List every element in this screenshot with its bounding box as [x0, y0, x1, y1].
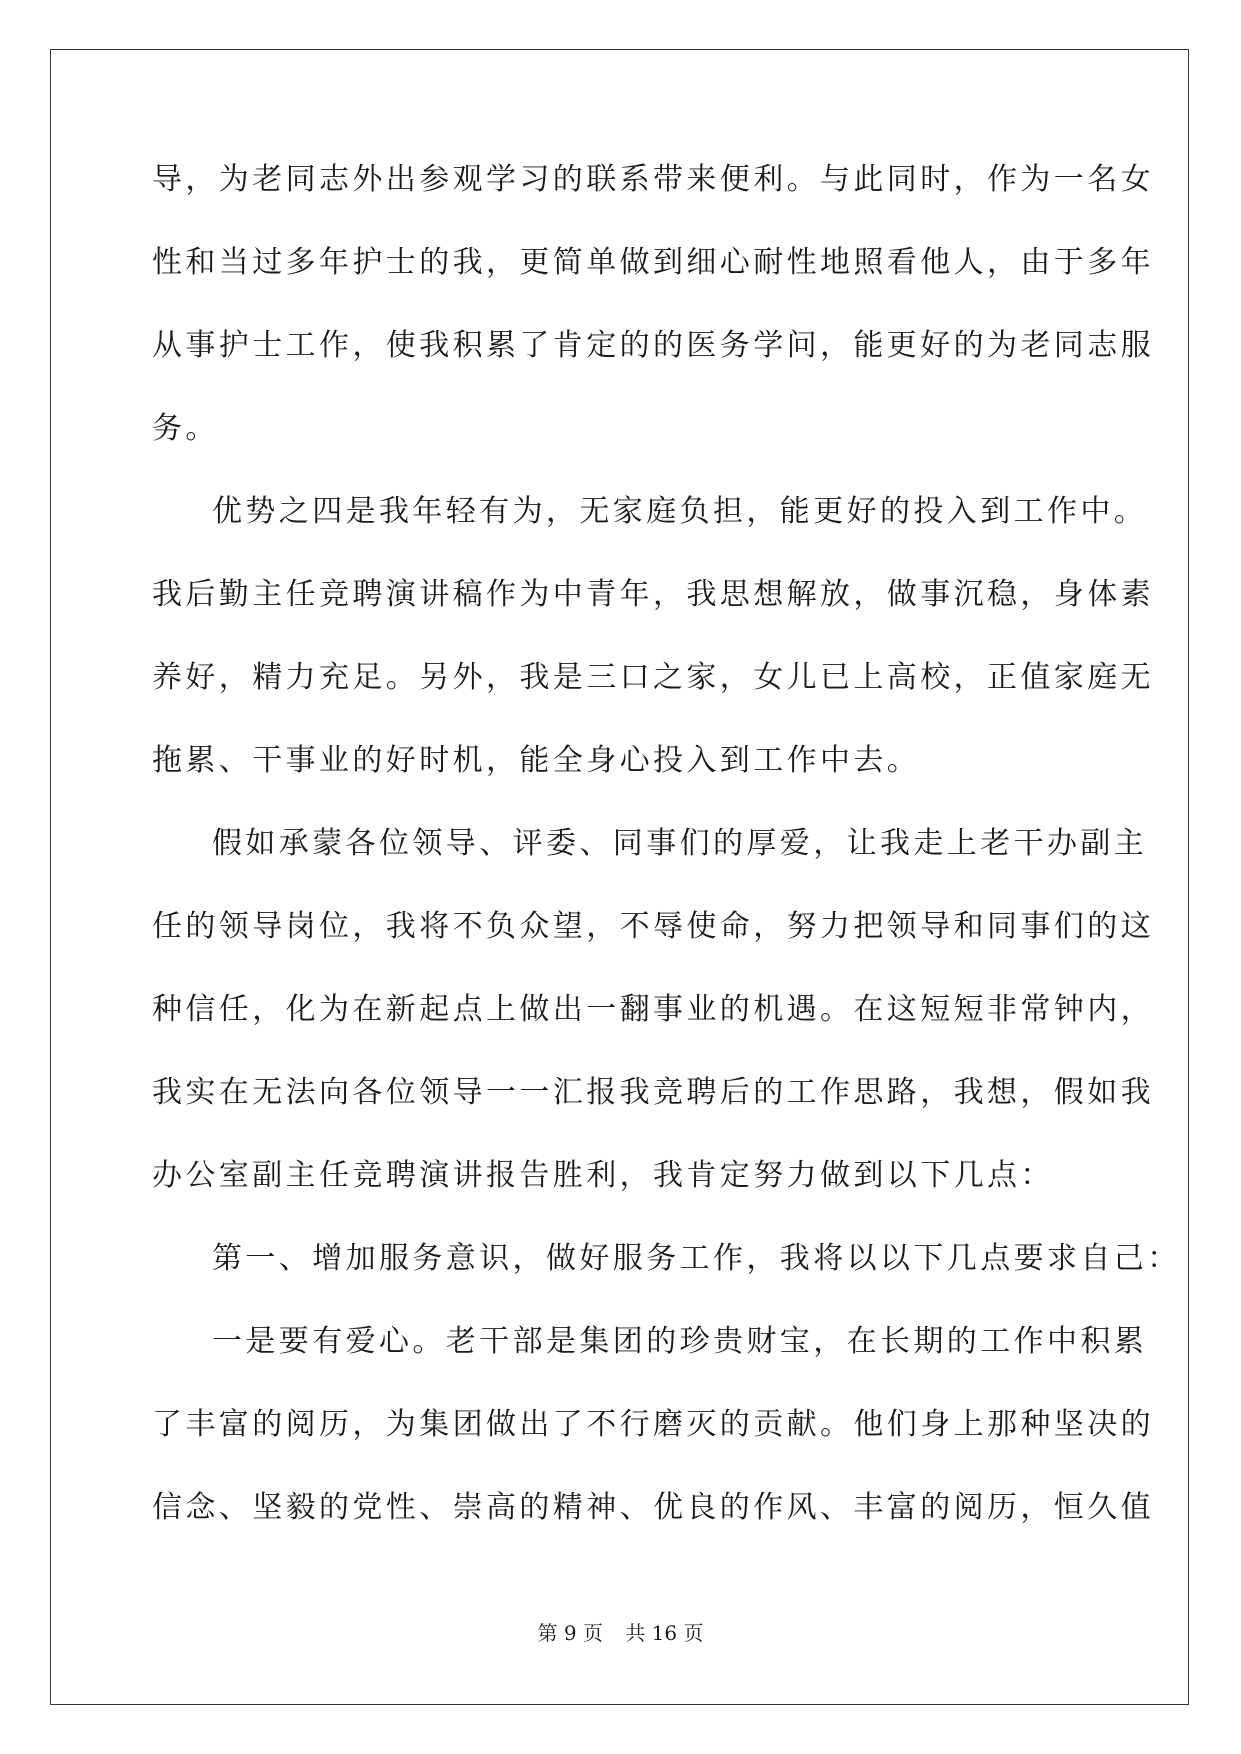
text-line: 了丰富的阅历，为集团做出了不行磨灭的贡献。他们身上那种坚决的 — [152, 1407, 1154, 1442]
paragraph-start-line: 假如承蒙各位领导、评委、同事们的厚爱，让我走上老干办副主 — [212, 826, 1148, 861]
page-number: 第 9 页 — [537, 1621, 603, 1645]
page-total: 共 16 页 — [625, 1621, 704, 1645]
text-line: 从事护士工作，使我积累了肯定的的医务学问，能更好的为老同志服 — [152, 328, 1154, 363]
paragraph-start-line: 优势之四是我年轻有为，无家庭负担，能更好的投入到工作中。 — [212, 494, 1148, 529]
text-line: 导，为老同志外出参观学习的联系带来便利。与此同时，作为一名女 — [152, 162, 1154, 197]
text-line: 务。 — [152, 411, 219, 446]
text-line: 任的领导岗位，我将不负众望，不辱使命，努力把领导和同事们的这 — [152, 909, 1154, 944]
text-line: 我后勤主任竞聘演讲稿作为中青年，我思想解放，做事沉稳，身体素 — [152, 577, 1154, 612]
text-line: 性和当过多年护士的我，更简单做到细心耐性地照看他人，由于多年 — [152, 245, 1154, 280]
page-footer — [0, 1617, 1241, 1646]
text-line: 种信任，化为在新起点上做出一翻事业的机遇。在这短短非常钟内， — [152, 992, 1154, 1027]
paragraph-start-line: 第一、增加服务意识，做好服务工作，我将以以下几点要求自己： — [212, 1241, 1181, 1276]
text-line: 我实在无法向各位领导一一汇报我竞聘后的工作思路，我想，假如我 — [152, 1075, 1154, 1110]
text-line: 信念、坚毅的党性、崇高的精神、优良的作风、丰富的阅历，恒久值 — [152, 1490, 1154, 1525]
text-line: 拖累、干事业的好时机，能全身心投入到工作中去。 — [152, 743, 921, 778]
text-line: 养好，精力充足。另外，我是三口之家，女儿已上高校，正值家庭无 — [152, 660, 1154, 695]
text-line: 办公室副主任竞聘演讲报告胜利，我肯定努力做到以下几点： — [152, 1158, 1054, 1193]
document-body — [152, 160, 1181, 1571]
paragraph-start-line: 一是要有爱心。老干部是集团的珍贵财宝，在长期的工作中积累 — [212, 1324, 1148, 1359]
